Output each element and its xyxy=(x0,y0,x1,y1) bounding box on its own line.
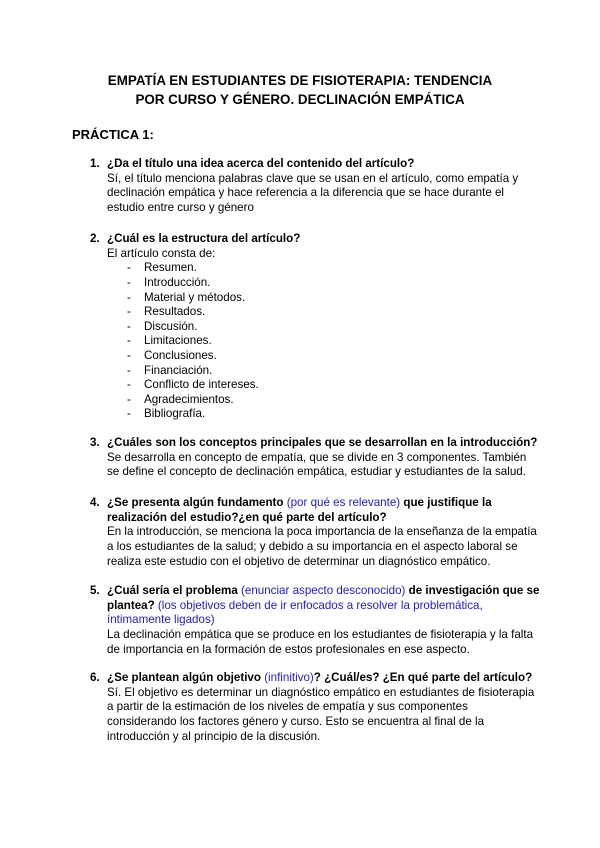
question-4 xyxy=(90,496,540,570)
structure-list xyxy=(107,261,540,422)
question-number: 2. xyxy=(90,232,100,245)
title-line-2: POR CURSO Y GÉNERO. DECLINACIÓN EMPÁTICA xyxy=(135,92,465,107)
question-number: 3. xyxy=(90,436,100,449)
question-text-cont: de investigación que se plantea? xyxy=(107,584,540,612)
list-item: - Conclusiones. xyxy=(127,348,217,362)
question-text: ¿Cuáles son los conceptos principales que se desarrollan en la introducción? xyxy=(107,436,538,449)
list-item: - Agradecimientos. xyxy=(127,392,234,406)
question-text: ¿Se presenta algún fundamento xyxy=(107,496,287,509)
answer-text: El artículo consta de: xyxy=(107,246,216,260)
question-number: 1. xyxy=(90,157,100,170)
list-item: - Conflicto de intereses. xyxy=(127,378,259,392)
answer-text: La declinación empática que se produce en los estudiantes de fisioterapia y la falta de importancia en la formación de estos profesionales en ese aspecto. xyxy=(107,628,534,656)
question-text: ¿Cuál es la estructura del artículo? xyxy=(107,232,301,245)
list-item: - Introducción. xyxy=(127,276,211,289)
question-number: 6. xyxy=(90,671,100,684)
answer-text: En la introducción, se menciona la poca importancia de la enseñanza de la empatía a los estudiantes de la salud; y debido a su importancia en el aspecto laboral se realiza este estudio con el objetivo de determinar un diagnóstico empático. xyxy=(107,525,537,568)
answer-text: Se desarrolla en concepto de empatía, que se divide en 3 componentes. También se define el concepto de declinación empática, estudiar y estudiantes de la salud. xyxy=(107,450,527,479)
question-1 xyxy=(90,157,540,216)
question-text-cont: ? ¿Cuál/es? ¿En qué parte del artículo? xyxy=(313,671,533,684)
document-title xyxy=(60,71,540,109)
question-5 xyxy=(90,584,540,658)
list-item: - Material y métodos. xyxy=(127,290,246,304)
question-note: (enunciar aspecto desconocido) xyxy=(241,584,406,597)
title-line-1: EMPATÍA EN ESTUDIANTES DE FISIOTERAPIA: TENDENCIA xyxy=(107,73,493,88)
answer-text: Sí, el título menciona palabras clave que se usan en el artículo, como empatía y declinación empática y hace referencia a la diferencia que se hace durante el estudio entre curso y género xyxy=(107,171,519,215)
question-text: ¿Da el título una idea acerca del contenido del artículo? xyxy=(107,157,415,170)
list-item: - Financiación. xyxy=(127,363,213,377)
question-text: ¿Cuál sería el problema xyxy=(107,584,242,597)
list-item: - Discusión. xyxy=(127,319,198,333)
question-number: 4. xyxy=(90,496,100,509)
answer-text: Sí. El objetivo es determinar un diagnóstico empático en estudiantes de fisioterapia a partir de la estimación de los niveles de empatía y sus componentes considerando los factores género y curso. Esto se encuentra al final de la introducción y al principio de la discusión. xyxy=(107,685,535,743)
section-heading: PRÁCTICA 1: xyxy=(72,127,154,142)
list-item: - Resultados. xyxy=(127,305,206,319)
question-text: ¿Se plantean algún objetivo xyxy=(107,671,265,684)
list-item: - Bibliografía. xyxy=(127,407,206,421)
question-number: 5. xyxy=(90,584,100,597)
question-note-2: (los objetivos deben de ir enfocados a resolver la problemática, íntimamente ligados) xyxy=(107,598,483,627)
list-item: - Limitaciones. xyxy=(127,334,212,348)
question-3 xyxy=(90,436,540,480)
list-item: - Resumen. xyxy=(127,261,197,275)
question-note: (infinitivo) xyxy=(264,671,314,684)
question-6 xyxy=(90,671,540,745)
question-text-cont: que justifique la realización del estudio?¿en qué parte del artículo? xyxy=(107,496,492,524)
question-note: (por qué es relevante) xyxy=(286,496,401,509)
question-2 xyxy=(90,232,540,422)
